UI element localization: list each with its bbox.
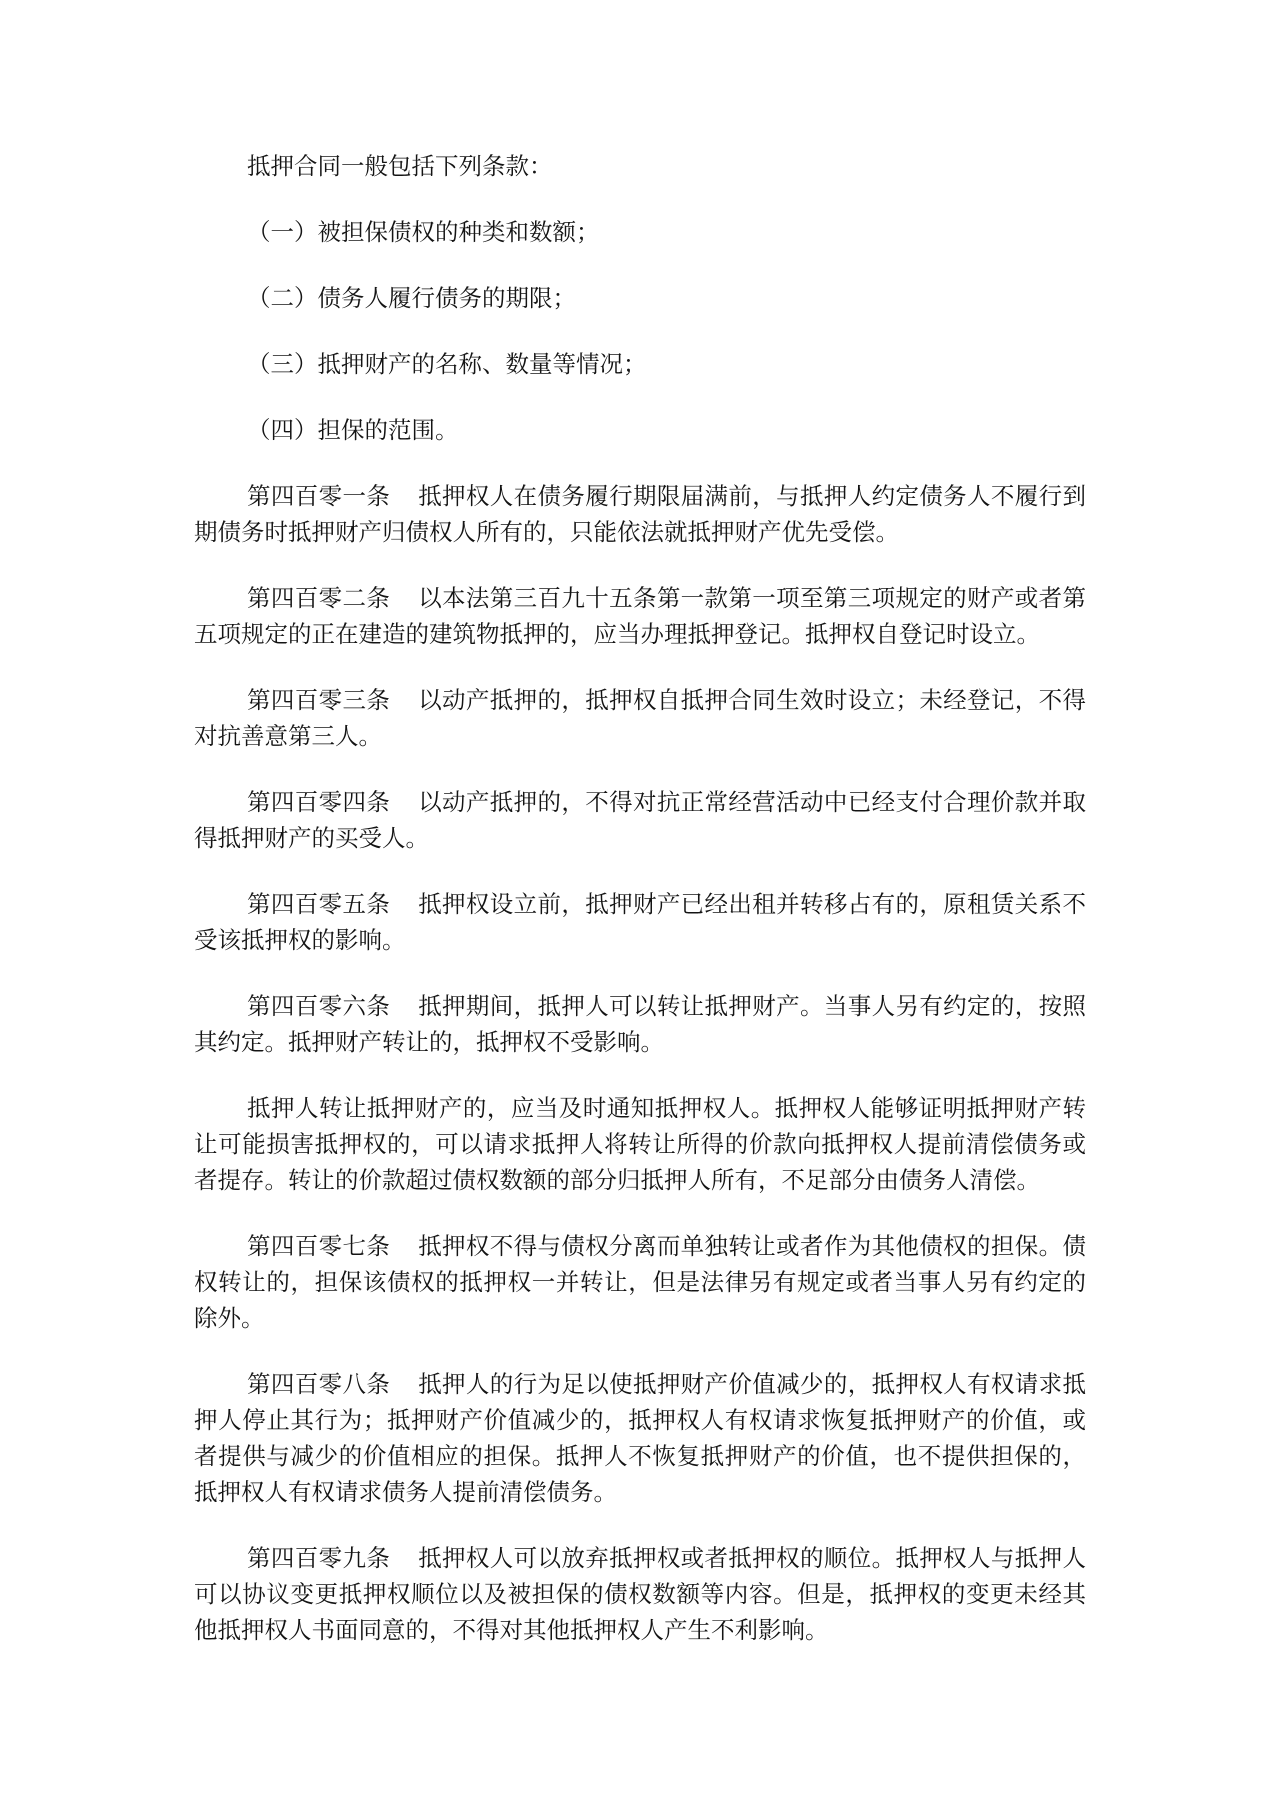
article-text: 抵押权不得与债权分离而单独转让或者作为其他债权的担保。债权转让的，担保该债权的抵押权一并转让，但是法律另有规定或者当事人另有约定的除外。 <box>194 1232 1087 1332</box>
article-text: 抵押权设立前，抵押财产已经出租并转移占有的，原租赁关系不受该抵押权的影响。 <box>194 890 1087 954</box>
article-406 <box>194 988 1086 1060</box>
article-401 <box>194 478 1086 550</box>
intro-paragraph: 抵押合同一般包括下列条款： <box>247 152 553 180</box>
article-number: 第四百零五条 <box>247 890 391 918</box>
article-number: 第四百零一条 <box>247 482 391 510</box>
clause-item-1: （一）被担保债权的种类和数额； <box>247 218 600 246</box>
clause-item-3: （三）抵押财产的名称、数量等情况； <box>247 350 647 378</box>
transfer-paragraph: 抵押人转让抵押财产的，应当及时通知抵押权人。抵押权人能够证明抵押财产转让可能损害抵押权的，可以请求抵押人将转让所得的价款向抵押权人提前清偿债务或者提存。转让的价款超过债权数额的部分归抵押人所有，不足部分由债务人清偿。 <box>194 1094 1086 1194</box>
clause-item-4: （四）担保的范围。 <box>247 416 459 444</box>
article-number: 第四百零九条 <box>247 1544 391 1572</box>
article-407 <box>194 1228 1086 1336</box>
article-text: 以动产抵押的，抵押权自抵押合同生效时设立；未经登记，不得对抗善意第三人。 <box>194 686 1087 750</box>
article-402 <box>194 580 1086 652</box>
article-number: 第四百零六条 <box>247 992 391 1020</box>
article-408 <box>194 1366 1086 1510</box>
article-number: 第四百零八条 <box>247 1370 391 1398</box>
article-number: 第四百零三条 <box>247 686 391 714</box>
article-404 <box>194 784 1086 856</box>
article-text: 以动产抵押的，不得对抗正常经营活动中已经支付合理价款并取得抵押财产的买受人。 <box>194 788 1087 852</box>
clause-item-2: （二）债务人履行债务的期限； <box>247 284 576 312</box>
article-text: 抵押人的行为足以使抵押财产价值减少的，抵押权人有权请求抵押人停止其行为；抵押财产价值减少的，抵押权人有权请求恢复抵押财产的价值，或者提供与减少的价值相应的担保。抵押人不恢复抵押财产的价值，也不提供担保的，抵押权人有权请求债务人提前清偿债务。 <box>194 1370 1087 1506</box>
article-text: 抵押权人在债务履行期限届满前，与抵押人约定债务人不履行到期债务时抵押财产归债权人所有的，只能依法就抵押财产优先受偿。 <box>194 482 1087 546</box>
article-number: 第四百零二条 <box>247 584 391 612</box>
article-403 <box>194 682 1086 754</box>
article-text: 以本法第三百九十五条第一款第一项至第三项规定的财产或者第五项规定的正在建造的建筑物抵押的，应当办理抵押登记。抵押权自登记时设立。 <box>194 584 1087 648</box>
article-405 <box>194 886 1086 958</box>
document-body <box>194 148 1086 1678</box>
article-409 <box>194 1540 1086 1648</box>
article-text: 抵押权人可以放弃抵押权或者抵押权的顺位。抵押权人与抵押人可以协议变更抵押权顺位以及被担保的债权数额等内容。但是，抵押权的变更未经其他抵押权人书面同意的，不得对其他抵押权人产生不利影响。 <box>194 1544 1087 1644</box>
article-number: 第四百零四条 <box>247 788 391 816</box>
article-number: 第四百零七条 <box>247 1232 391 1260</box>
article-text: 抵押期间，抵押人可以转让抵押财产。当事人另有约定的，按照其约定。抵押财产转让的，抵押权不受影响。 <box>194 992 1087 1056</box>
